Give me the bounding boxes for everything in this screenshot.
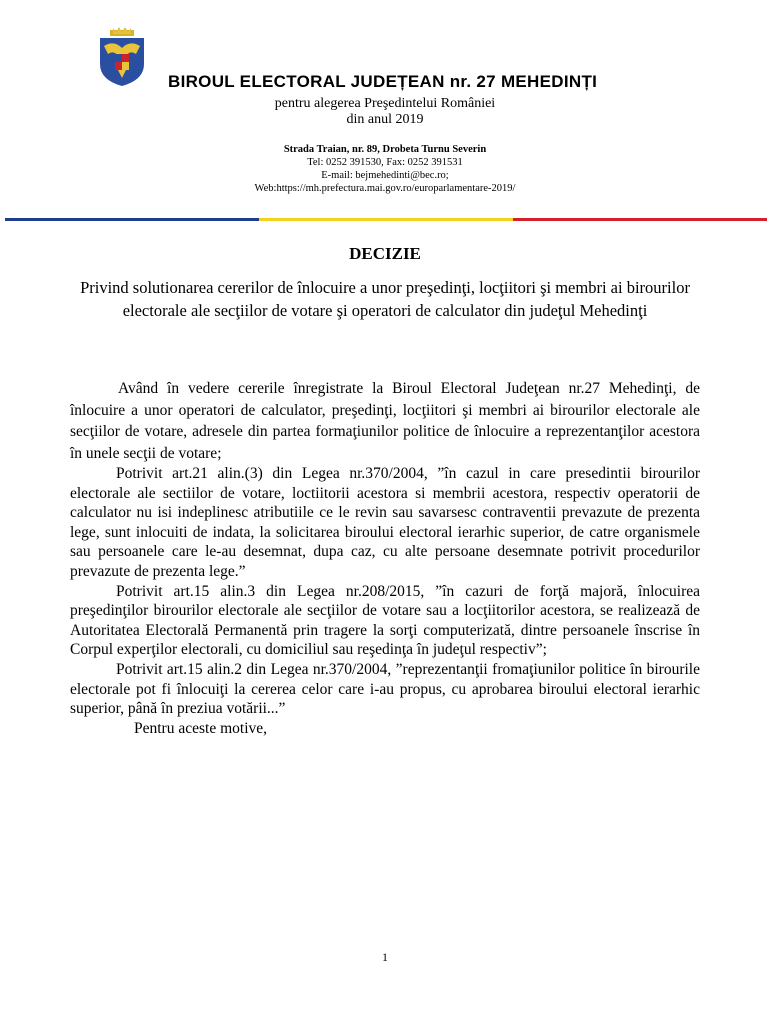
institution-title: BIROUL ELECTORAL JUDEȚEAN nr. 27 MEHEDINȚI (168, 72, 598, 91)
document-body (70, 378, 700, 738)
address-line: Strada Traian, nr. 89, Drobeta Turnu Severin (283, 144, 487, 155)
closing-line: Pentru aceste motive, (134, 719, 267, 737)
web-line: Web:https://mh.prefectura.mai.gov.ro/europarlamentare-2019/ (254, 183, 516, 194)
tricolor-red (513, 218, 767, 221)
document-subject: Privind solutionarea cererilor de înlocuire a unor preşedinţi, locţiitori şi membri ai birourilor electorale ale secţiilor de votare şi operatori de calculator din judeţul Mehedinţi (80, 278, 690, 320)
document-title: DECIZIE (349, 244, 421, 263)
election-subtitle: pentru alegerea Preşedintelui României (274, 96, 496, 111)
election-year: din anul 2019 (346, 112, 424, 127)
page-number: 1 (382, 950, 388, 964)
tricolor-divider (5, 218, 767, 221)
tricolor-blue (5, 218, 259, 221)
email-line: E-mail: bejmehedinti@bec.ro; (321, 170, 449, 181)
romania-coat-of-arms-icon (96, 26, 148, 88)
phone-line: Tel: 0252 391530, Fax: 0252 391531 (307, 157, 463, 168)
paragraph-considerations: Având în vedere cererile înregistrate la Biroul Electoral Judeţean nr.27 Mehedinţi, de înlocuire a unor operatori de calculator, preşedinţi, locţiitori şi membri ai birourilor electorale ale secţiilor de votare, adresele din partea formaţiunilor politice de înlocuire a reprezentanţilor acestora în unele secţii de votare; (70, 380, 700, 462)
paragraph-art21: Potrivit art.21 alin.(3) din Legea nr.370/2004, ”în cazul in care presedintii birourilor electorale ale sectiilor de votare, loctiitorii acestora si membrii acestora, respectiv operatorii de calculator nu isi indeplinesc atributiile ce le revin sau savarsesc contraventii prevazute de prezenta lege, sunt inlocuiti de indata, la solicitarea biroului electoral ierarhic superior, de catre organismele sau persoanele care le-au desemnat, dupa caz, cu alte persoane desemnate potrivit procedurilor prevazute de prezenta lege.” (70, 465, 700, 580)
paragraph-art15-alin3: Potrivit art.15 alin.3 din Legea nr.208/2015, ”în cazuri de forţă majoră, înlocuirea preşedinţilor birourilor electorale ale secţiilor de votare sau a locţiitorilor acestora, se realizează de Autoritatea Electorală Permanentă prin tragere la sorţi computerizată, dintre persoanele înscrise în Corpul experţilor electorali, cu domiciliul sau reşedinţa în judeţul respectiv”; (70, 582, 700, 659)
tricolor-yellow (259, 218, 513, 221)
paragraph-art15-alin2: Potrivit art.15 alin.2 din Legea nr.370/2004, ”reprezentanţii fromaţiunilor politice în birourile electorale pot fi înlocuiţi la cererea celor care i-au propus, cu aprobarea biroului electoral ierarhic superior, până în preziua votării...” (70, 660, 700, 718)
